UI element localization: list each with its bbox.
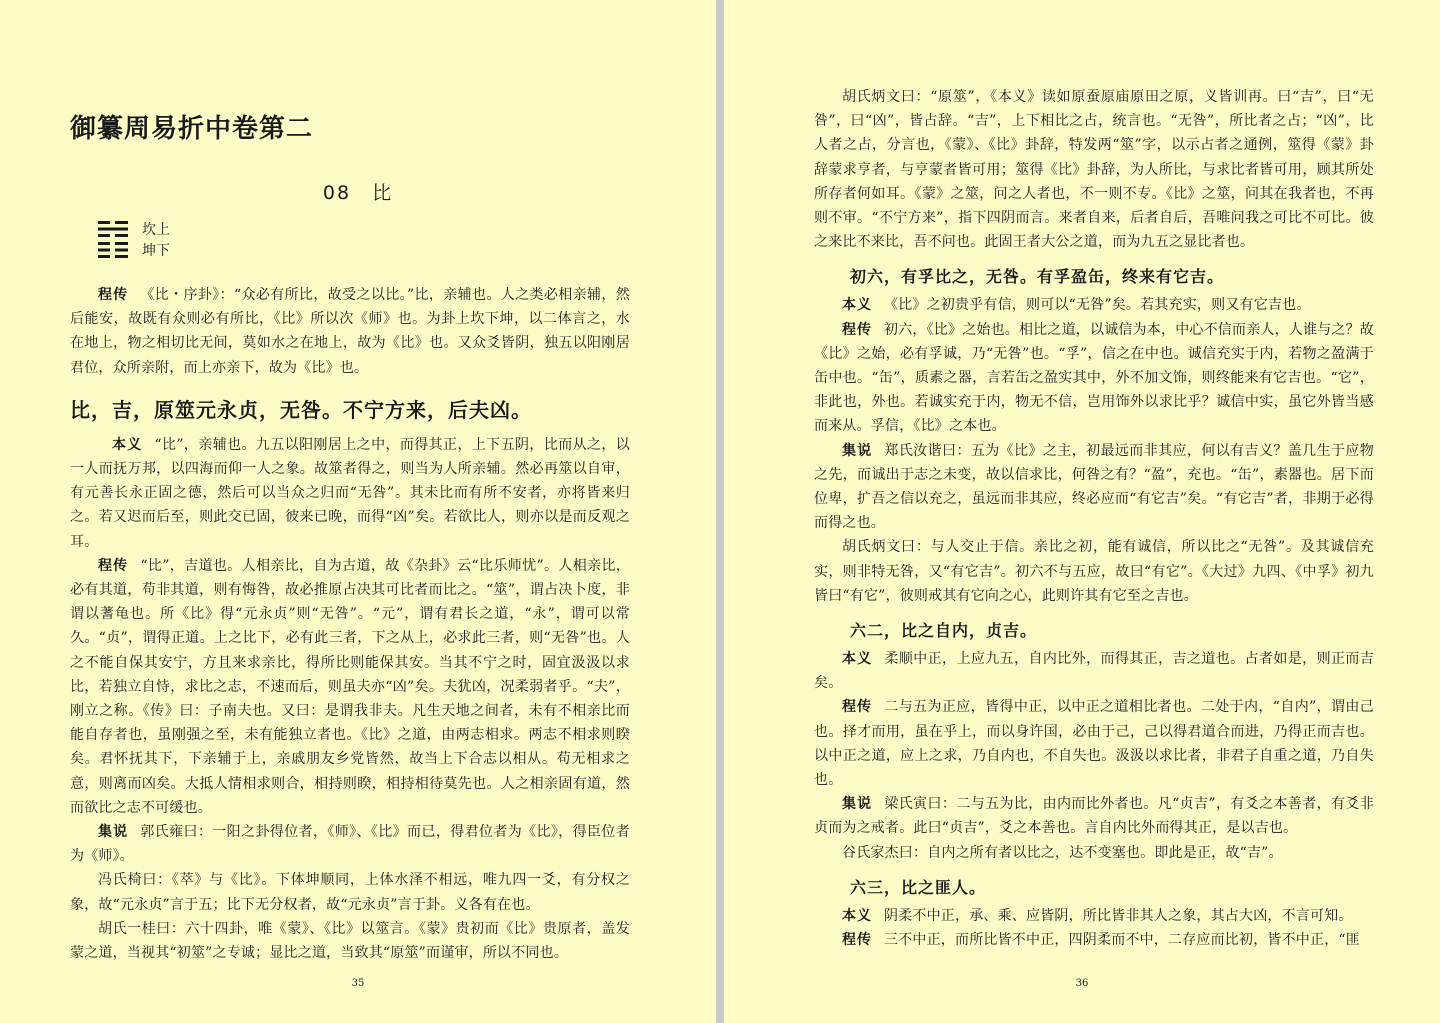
line1-heading: 初六，有孚比之，无咎。有孚盈缶，终来有它吉。 [850, 267, 1225, 287]
jishuo-tag: 集说 [98, 824, 129, 841]
cheng-tag: 程传 [842, 321, 872, 338]
judgment-text: 比，吉，原筮元永贞，无咎。不宁方来，后夫凶。 [70, 397, 532, 422]
benyi-tag: 本义 [112, 436, 143, 453]
line2-benyi: 本义 柔顺中正，上应九五，自内比外，而得其正，吉之道也。占者如是，则正而吉矣。 [814, 651, 1374, 692]
cheng-intro-paragraph: 程传 《比・序卦》：“众必有所比，故受之以比。”比，亲辅也。人之类必相亲辅，然后能安，故既有众则必有所比，《比》所以次《师》也。为卦上坎下坤，以二体言之，水在地上，物之相切比无间，莫如水之在地上，故为《比》也。又众爻皆阴，独五以阳刚居君位，众所亲附，而上亦亲下，故为《比》也。 [70, 287, 631, 376]
trigram-lower-label: 坤下 [142, 242, 170, 259]
hu-paragraph: 胡氏炳文曰：“原筮”，《本义》读如原蚕原庙原田之原，义皆训再。曰“吉”，曰“无咎”，曰“凶”，皆占辞。“吉”，上下相比之占，统言也。“无咎”，所比者之占；“凶”，比人者之占，分言也，《蒙》、《比》卦辞，特发两“筮”字，以示占者之通例，筮得《蒙》卦辞蒙求亨者，与亨蒙者皆可用；筮得《比》卦辞，为人所比，与求比者皆可用，顾其所处所存者何如耳。《蒙》之筮，问之人者也，不一则不专。《比》之筮，问其在我者也，不再则不审。“不宁方来”，指下四阴而言。来者自来，后者自后，吾唯问我之可比不可比。彼之来比不来比，吾不问也。此固王者大公之道，而为九五之显比者也。 [814, 89, 1374, 251]
cheng-tag: 程传 [98, 287, 129, 303]
line3-cheng: 程传 三不中正，而所比皆不中正，四阴柔而不中，二存应而比初，皆不中正，“匪 [842, 932, 1360, 949]
page-number: 35 [351, 978, 365, 989]
line1-jishuo: 集说 郑氏汝谐曰：五为《比》之主，初最远而非其应，何以有吉义？盖几生于应物之先，而诚出于志之未变，故以信求比，何咎之有？“盈”，充也。“缶”，素器也。居下而位卑，扩吾之信以充之，虽远而非其应，终必应而“有它吉”矣。“有它吉”者，非期于必得而得之也。 [814, 442, 1374, 532]
cheng-paragraph: 程传 “比”，吉道也。人相亲比，自为古道，故《杂卦》云“比乐师忧”。人相亲比，必有其道，苟非其道，则有悔咎，故必推原占决其可比者而比之。“筮”，谓占决卜度，非谓以蓍龟也。所《比》得“元永贞”则“无咎”。“元”，谓有君长之道，“永”，谓可以常久。“贞”，谓得正道。上之比下，必有此三者，下之从上，必求此三者，则“无咎”也。人之不能自保其安宁，方且来求亲比，得所比则能保其安。当其不宁之时，固宜汲汲以求比，若独立自恃，求比之志，不速而后，则虽夫亦“凶”矣。夫犹凶，况柔弱者乎。“夫”，刚立之称。《传》曰：子南夫也。又曰：是谓我非夫。凡生天地之间者，未有不相亲比而能自存者也，虽刚强之至，未有能独立者也。《比》之道，由两志相求。两志不相求则睽矣。君怀抚其下，下亲辅于上，亲戚朋友乡党皆然，故当上下合志以相从。苟无相求之意，则离而凶矣。大抵人情相求则合，相持则睽，相持相待莫先也。人之相亲固有道，然而欲比之志不可缓也。 [70, 557, 631, 816]
right-page [724, 0, 1440, 1023]
line3-benyi: 本义 阴柔不中正，承、乘、应皆阴，所比皆非其人之象，其占大凶，不言可知。 [842, 907, 1353, 924]
trigram-lower [98, 239, 170, 260]
jishuo-feng-paragraph: 冯氏椅曰：《萃》与《比》。下体坤顺同，上体水泽不相远，唯九四一爻，有分权之象，故“元永贞”言于五；比下无分权者，故“元永贞”言于卦。义各有在也。 [70, 872, 630, 913]
line2-cheng: 程传 二与五为正应，皆得中正，以中正之道相比者也。二处于内，“自内”，谓由己也。择才而用，虽在乎上，而以身许国，必由于己，己以得君道合而进，乃得正而吉也。以中正之道，应上之求，乃自内也，不自失也。汲汲以求比者，非君子自重之道，乃自失也。 [814, 699, 1375, 789]
trigram-upper [98, 218, 170, 239]
cheng-tag: 程传 [842, 932, 872, 949]
page-number: 36 [1075, 978, 1089, 989]
cheng-tag: 程传 [842, 699, 873, 716]
jishuo-tag: 集说 [842, 796, 873, 813]
left-body [70, 283, 630, 965]
left-page [0, 0, 716, 1023]
line2-heading: 六二，比之自内，贞吉。 [850, 621, 1038, 641]
jishuo-paragraph: 集说 郭氏雍曰：一阳之卦得位者，《师》、《比》而已，得君位者为《比》，得臣位者为《师》。 [70, 824, 631, 865]
kan-trigram-icon [98, 221, 128, 237]
line1-benyi: 本义 《比》之初贵乎有信，则可以“无咎”矣。若其充实，则又有它吉也。 [842, 297, 1311, 314]
right-body [814, 85, 1374, 952]
line3-heading: 六三，比之匪人。 [850, 877, 987, 897]
hexagram-title: 08 比 [322, 182, 394, 204]
cheng-tag: 程传 [98, 557, 129, 574]
trigram-upper-label: 坎上 [142, 221, 170, 238]
line1-hu: 胡氏炳文曰：与人交止于信。亲比之初，能有诚信，所以比之“无咎”。及其诚信充实，则非特无咎，又“有它吉”。初六不与五应，故曰“有它”。《大过》九四、《中孚》初九皆曰“有它”，彼则戒其有它向之心，此则许其有它至之吉也。 [814, 539, 1374, 604]
benyi-tag: 本义 [842, 297, 872, 314]
jishuo-hu-paragraph: 胡氏一桂曰：六十四卦，唯《蒙》、《比》以筮言。《蒙》贵初而《比》贵原者，盖发蒙之道，当视其“初筮”之专诚；显比之道，当致其“原筮”而谨审，所以不同也。 [70, 920, 630, 962]
jishuo-tag: 集说 [842, 442, 873, 459]
book-title: 御纂周易折中卷第二 [70, 114, 314, 144]
benyi-paragraph: 本义 “比”，亲辅也。九五以阳刚居上之中，而得其正，上下五阴，比而从之，以一人而抚万邦，以四海而仰一人之象。故筮者得之，则当为人所亲辅。然必再筮以自审，有元善长永正固之德，然后可以当众之归而“无咎”。其未比而有所不安者，亦将皆来归之。若又迟而后至，则此交已固，彼来已晚，而得“凶”矣。若欲比人，则亦以是而反观之耳。 [70, 436, 631, 550]
line2-gu: 谷氏家杰曰：自内之所有者以比之，达不变塞也。即此是正，故“吉”。 [842, 844, 1283, 861]
line1-cheng: 程传 初六，《比》之始也。相比之道，以诚信为本，中心不信而亲人，人谁与之？故《比》之始，必有孚诚，乃“无咎”也。“孚”，信之在中也。诚信充实于内，若物之盈满于缶中也。“缶”，质素之器，言若缶之盈实其中，外不加文饰，则终能来有它吉也。“它”，非此也，外也。若诚实充于内，物无不信，岂用饰外以求比乎？诚信中实，虽它外皆当感而来从。孚信，《比》之本也。 [814, 321, 1374, 435]
benyi-tag: 本义 [842, 907, 872, 924]
benyi-tag: 本义 [842, 651, 873, 668]
kun-trigram-icon [98, 242, 128, 258]
line2-jishuo: 集说 梁氏寅曰：二与五为比，由内而比外者也。凡“贞吉”，有爻之本善者，有爻非贞而为之戒者。此曰“贞吉”，爻之本善也。言自内比外而得其正，是以吉也。 [814, 796, 1375, 837]
trigram-block [98, 218, 170, 260]
